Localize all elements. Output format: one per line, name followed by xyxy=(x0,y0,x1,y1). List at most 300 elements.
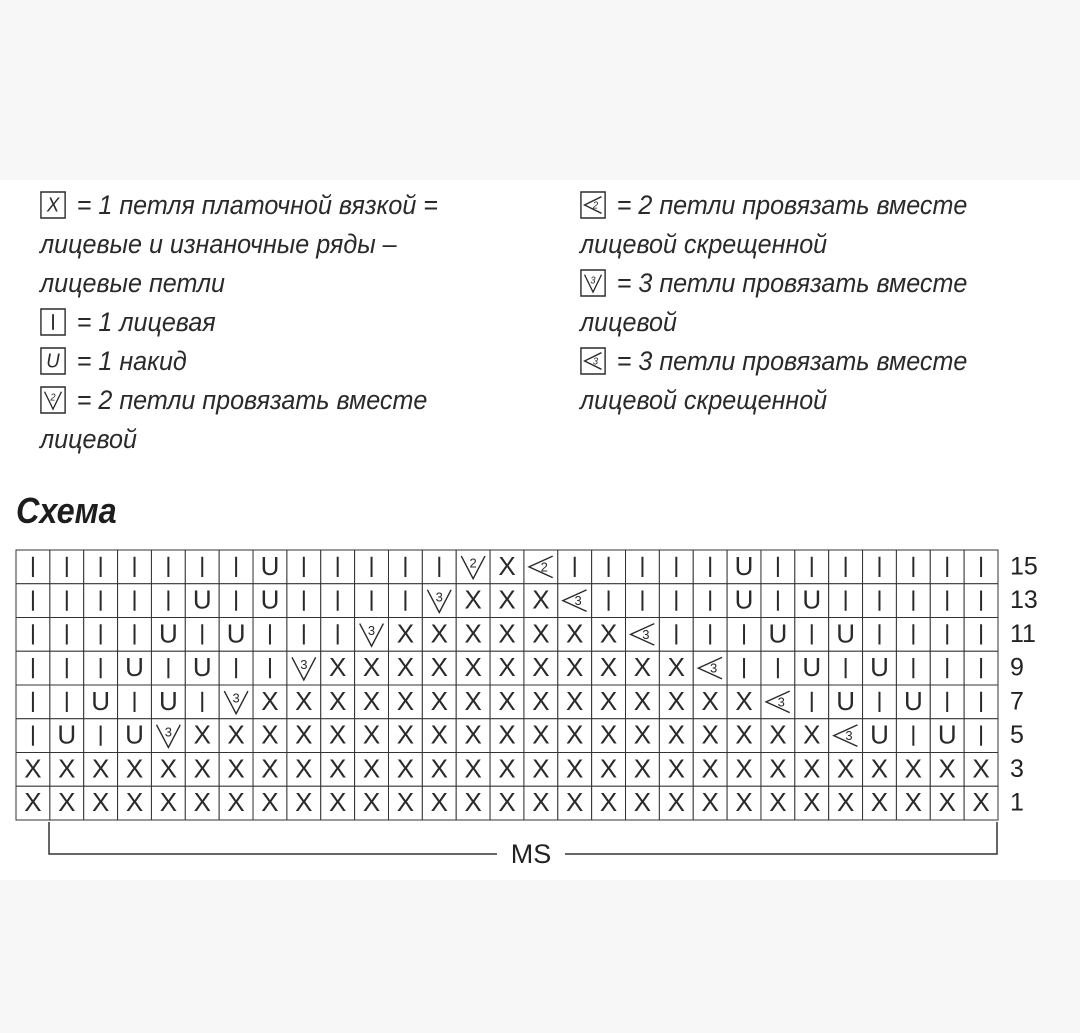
svg-text:U: U xyxy=(802,652,822,682)
svg-text:X: X xyxy=(396,618,415,649)
chart-cell-yarn-over-icon xyxy=(795,584,829,618)
svg-text:X: X xyxy=(261,685,279,716)
svg-text:X: X xyxy=(532,685,550,716)
svg-text:X: X xyxy=(701,685,719,716)
svg-text:X: X xyxy=(735,685,753,716)
svg-text:X: X xyxy=(396,685,415,716)
chart-cell-yarn-over-icon xyxy=(863,719,897,753)
chart-cell-garter-stitch-icon xyxy=(930,753,964,787)
svg-text:X: X xyxy=(125,787,144,817)
chart-cell-knit-stitch-icon xyxy=(863,685,897,719)
chart-cell-knit-stitch-icon xyxy=(151,584,185,618)
row-number: 5 xyxy=(1010,721,1024,750)
chart-cell-garter-stitch-icon xyxy=(761,719,795,753)
svg-text:3: 3 xyxy=(709,660,718,676)
chart-cell-garter-stitch-icon xyxy=(321,753,355,787)
chart-cell-knit-stitch-icon xyxy=(761,550,795,584)
svg-text:X: X xyxy=(498,685,516,716)
chart-cell-garter-stitch-icon xyxy=(592,719,626,753)
svg-text:X: X xyxy=(972,753,990,784)
svg-text:X: X xyxy=(261,719,279,750)
svg-text:3: 3 xyxy=(642,626,650,642)
chart-cell-knit-stitch-icon xyxy=(287,618,321,652)
chart-cell-garter-stitch-icon xyxy=(896,786,930,820)
svg-text:X: X xyxy=(159,753,178,784)
chart-cell-garter-stitch-icon xyxy=(422,685,456,719)
svg-text:X: X xyxy=(193,719,211,750)
chart-cell-knit-stitch-icon xyxy=(185,618,219,652)
svg-text:X: X xyxy=(430,652,448,682)
chart-cell-knit-stitch-icon xyxy=(50,584,84,618)
svg-text:X: X xyxy=(599,618,618,649)
svg-text:X: X xyxy=(870,787,889,817)
svg-text:X: X xyxy=(836,753,855,784)
chart-cell-garter-stitch-icon xyxy=(456,786,490,820)
chart-cell-garter-stitch-icon xyxy=(321,786,355,820)
svg-text:U: U xyxy=(192,584,212,615)
svg-text:X: X xyxy=(633,787,652,817)
chart-cell-garter-stitch-icon xyxy=(388,618,422,652)
chart-cell-k3tog-tbl-icon xyxy=(558,584,592,618)
svg-text:U: U xyxy=(158,618,178,649)
chart-cell-knit-stitch-icon xyxy=(863,584,897,618)
svg-text:U: U xyxy=(226,618,246,649)
legend-text: = 2 петли провязать вместе xyxy=(76,385,428,415)
svg-text:X: X xyxy=(532,753,550,784)
row-number: 3 xyxy=(1010,754,1024,783)
svg-text:X: X xyxy=(599,753,618,784)
svg-text:X: X xyxy=(91,753,110,784)
chart-cell-garter-stitch-icon xyxy=(558,753,592,787)
svg-text:X: X xyxy=(667,753,685,784)
svg-text:3: 3 xyxy=(574,593,582,609)
legend-text: = 3 петли провязать вместе xyxy=(616,346,968,376)
chart-cell-knit-stitch-icon xyxy=(863,618,897,652)
chart-cell-knit-stitch-icon xyxy=(84,550,118,584)
chart-cell-garter-stitch-icon xyxy=(795,753,829,787)
svg-text:X: X xyxy=(329,719,347,750)
svg-text:X: X xyxy=(91,787,110,817)
svg-text:X: X xyxy=(667,787,685,817)
svg-text:3: 3 xyxy=(164,724,172,740)
chart-cell-knit-stitch-icon xyxy=(16,618,50,652)
svg-text:X: X xyxy=(464,652,482,682)
chart-cell-knit-stitch-icon xyxy=(151,651,185,685)
chart-cell-knit-stitch-icon xyxy=(253,618,287,652)
svg-text:X: X xyxy=(261,787,279,817)
svg-text:X: X xyxy=(566,652,584,682)
svg-text:X: X xyxy=(735,787,753,817)
chart-cell-garter-stitch-icon xyxy=(626,651,660,685)
svg-text:X: X xyxy=(566,685,584,716)
svg-text:X: X xyxy=(532,618,550,649)
svg-text:X: X xyxy=(396,787,415,817)
svg-text:X: X xyxy=(498,719,516,750)
chart-cell-garter-stitch-icon xyxy=(490,618,524,652)
svg-text:X: X xyxy=(464,787,482,817)
chart-cell-garter-stitch-icon xyxy=(727,685,761,719)
svg-text:X: X xyxy=(261,753,279,784)
chart-cell-yarn-over-icon xyxy=(84,685,118,719)
svg-text:X: X xyxy=(295,719,313,750)
chart-cell-yarn-over-icon xyxy=(896,685,930,719)
chart-cell-garter-stitch-icon xyxy=(524,618,558,652)
chart-cell-knit-stitch-icon xyxy=(118,685,152,719)
svg-text:X: X xyxy=(498,652,516,682)
chart-cell-knit-stitch-icon xyxy=(16,719,50,753)
chart-cell-knit-stitch-icon xyxy=(964,719,998,753)
chart-cell-yarn-over-icon xyxy=(761,618,795,652)
chart-cell-garter-stitch-icon xyxy=(558,719,592,753)
chart-cell-knit-stitch-icon xyxy=(592,584,626,618)
svg-text:2: 2 xyxy=(540,559,548,575)
chart-cell-garter-stitch-icon xyxy=(863,786,897,820)
chart-cell-garter-stitch-icon xyxy=(422,786,456,820)
chart-cell-yarn-over-icon xyxy=(50,719,84,753)
svg-text:X: X xyxy=(362,753,381,784)
chart-cell-garter-stitch-icon xyxy=(659,786,693,820)
chart-cell-knit-stitch-icon xyxy=(185,685,219,719)
chart-cell-knit-stitch-icon xyxy=(964,651,998,685)
chart-cell-garter-stitch-icon xyxy=(355,786,389,820)
svg-text:U: U xyxy=(91,685,111,716)
svg-text:X: X xyxy=(430,685,448,716)
legend-text: лицевые петли xyxy=(40,268,225,298)
chart-cell-knit-stitch-icon xyxy=(118,550,152,584)
svg-text:X: X xyxy=(667,719,685,750)
chart-cell-yarn-over-icon xyxy=(863,651,897,685)
legend-text: лицевой скрещенной xyxy=(580,385,828,415)
chart-cell-garter-stitch-icon xyxy=(524,651,558,685)
chart-cell-garter-stitch-icon xyxy=(253,786,287,820)
chart-cell-garter-stitch-icon xyxy=(829,786,863,820)
chart-cell-garter-stitch-icon xyxy=(456,651,490,685)
svg-text:X: X xyxy=(464,719,482,750)
svg-text:X: X xyxy=(396,652,415,682)
chart-cell-yarn-over-icon xyxy=(151,618,185,652)
chart-cell-k2tog-tbl-icon xyxy=(524,550,558,584)
chart-cell-knit-stitch-icon xyxy=(930,685,964,719)
chart-cell-garter-stitch-icon xyxy=(761,786,795,820)
chart-cell-knit-stitch-icon xyxy=(321,550,355,584)
chart-cell-garter-stitch-icon xyxy=(558,618,592,652)
chart-cell-garter-stitch-icon xyxy=(185,786,219,820)
chart-cell-k3tog-icon xyxy=(355,618,389,652)
svg-text:U: U xyxy=(46,350,60,373)
svg-text:U: U xyxy=(836,685,856,716)
chart-cell-garter-stitch-icon xyxy=(422,651,456,685)
chart-cell-garter-stitch-icon xyxy=(626,719,660,753)
svg-text:X: X xyxy=(633,652,652,682)
chart-cell-knit-stitch-icon xyxy=(50,685,84,719)
chart-cell-garter-stitch-icon xyxy=(558,685,592,719)
svg-text:X: X xyxy=(633,719,652,750)
chart-cell-garter-stitch-icon xyxy=(964,786,998,820)
chart-cell-k2tog-icon xyxy=(456,550,490,584)
svg-text:2: 2 xyxy=(592,200,599,212)
svg-text:U: U xyxy=(836,618,856,649)
chart-cell-yarn-over-icon xyxy=(185,651,219,685)
chart-cell-garter-stitch-icon xyxy=(287,786,321,820)
chart-cell-garter-stitch-icon xyxy=(219,786,253,820)
svg-text:X: X xyxy=(396,719,415,750)
chart-cell-garter-stitch-icon xyxy=(287,753,321,787)
svg-text:X: X xyxy=(430,787,448,817)
chart-cell-garter-stitch-icon xyxy=(592,753,626,787)
svg-text:U: U xyxy=(870,652,889,682)
chart-cell-garter-stitch-icon xyxy=(930,786,964,820)
chart-cell-knit-stitch-icon xyxy=(659,584,693,618)
chart-cell-knit-stitch-icon xyxy=(16,550,50,584)
chart-cell-garter-stitch-icon xyxy=(964,753,998,787)
chart-cell-garter-stitch-icon xyxy=(253,753,287,787)
chart-cell-garter-stitch-icon xyxy=(84,786,118,820)
svg-text:X: X xyxy=(396,753,415,784)
chart-cell-garter-stitch-icon xyxy=(287,685,321,719)
chart-cell-garter-stitch-icon xyxy=(219,719,253,753)
svg-text:X: X xyxy=(938,753,956,784)
scheme-title: Схема xyxy=(16,490,117,531)
svg-text:U: U xyxy=(734,550,754,581)
chart-cell-knit-stitch-icon xyxy=(896,584,930,618)
svg-text:X: X xyxy=(24,787,42,817)
chart-cell-knit-stitch-icon xyxy=(829,584,863,618)
svg-text:3: 3 xyxy=(845,728,853,744)
svg-text:X: X xyxy=(464,685,482,716)
chart-cell-knit-stitch-icon xyxy=(829,651,863,685)
chart-cell-knit-stitch-icon xyxy=(964,618,998,652)
svg-text:X: X xyxy=(464,584,482,615)
chart-cell-garter-stitch-icon xyxy=(693,786,727,820)
chart-cell-garter-stitch-icon xyxy=(693,685,727,719)
svg-text:X: X xyxy=(566,753,584,784)
svg-text:U: U xyxy=(57,719,77,750)
chart-cell-garter-stitch-icon xyxy=(490,719,524,753)
svg-text:X: X xyxy=(193,787,211,817)
chart-cell-garter-stitch-icon xyxy=(626,786,660,820)
svg-text:X: X xyxy=(599,652,618,682)
chart-cell-garter-stitch-icon xyxy=(524,719,558,753)
chart-cell-garter-stitch-icon xyxy=(84,753,118,787)
chart-cell-garter-stitch-icon xyxy=(185,753,219,787)
chart-cell-knit-stitch-icon xyxy=(592,550,626,584)
chart-cell-garter-stitch-icon xyxy=(151,786,185,820)
chart-cell-garter-stitch-icon xyxy=(490,651,524,685)
chart-cell-garter-stitch-icon xyxy=(896,753,930,787)
chart-cell-garter-stitch-icon xyxy=(388,685,422,719)
chart-cell-garter-stitch-icon xyxy=(456,685,490,719)
chart-cell-garter-stitch-icon xyxy=(524,786,558,820)
chart-cell-knit-stitch-icon xyxy=(388,584,422,618)
chart-cell-garter-stitch-icon xyxy=(118,753,152,787)
chart-cell-garter-stitch-icon xyxy=(659,685,693,719)
chart-cell-garter-stitch-icon xyxy=(761,753,795,787)
svg-text:X: X xyxy=(329,787,347,817)
svg-text:X: X xyxy=(464,618,482,649)
legend-text: лицевые и изнаночные ряды – xyxy=(40,229,397,259)
svg-text:X: X xyxy=(803,753,821,784)
chart-cell-knit-stitch-icon xyxy=(659,550,693,584)
chart-cell-garter-stitch-icon xyxy=(50,786,84,820)
chart-cell-garter-stitch-icon xyxy=(795,786,829,820)
chart-cell-garter-stitch-icon xyxy=(626,753,660,787)
chart-cell-knit-stitch-icon xyxy=(896,618,930,652)
svg-text:3: 3 xyxy=(232,690,240,706)
chart-cell-knit-stitch-icon xyxy=(761,584,795,618)
repeat-label: MS xyxy=(510,839,552,870)
svg-text:X: X xyxy=(599,719,618,750)
svg-text:U: U xyxy=(125,719,144,750)
svg-text:X: X xyxy=(430,618,448,649)
chart-cell-garter-stitch-icon xyxy=(456,753,490,787)
svg-text:X: X xyxy=(870,753,889,784)
svg-text:X: X xyxy=(159,787,178,817)
svg-text:X: X xyxy=(836,787,855,817)
svg-text:X: X xyxy=(362,685,381,716)
chart-cell-yarn-over-icon xyxy=(118,651,152,685)
chart-cell-garter-stitch-icon xyxy=(829,753,863,787)
chart-cell-knit-stitch-icon xyxy=(930,618,964,652)
chart-cell-garter-stitch-icon xyxy=(355,719,389,753)
chart-cell-k3tog-tbl-icon xyxy=(829,719,863,753)
chart-cell-knit-stitch-icon xyxy=(930,550,964,584)
svg-text:U: U xyxy=(903,685,923,716)
svg-text:X: X xyxy=(295,685,313,716)
chart-cell-garter-stitch-icon xyxy=(388,786,422,820)
chart-cell-knit-stitch-icon xyxy=(118,584,152,618)
svg-text:X: X xyxy=(295,787,313,817)
chart-cell-knit-stitch-icon xyxy=(626,584,660,618)
chart-cell-garter-stitch-icon xyxy=(659,651,693,685)
row-number: 13 xyxy=(1010,586,1038,615)
chart-cell-knit-stitch-icon xyxy=(795,618,829,652)
chart-cell-knit-stitch-icon xyxy=(151,550,185,584)
chart-cell-garter-stitch-icon xyxy=(659,753,693,787)
chart-cell-yarn-over-icon xyxy=(118,719,152,753)
chart-cell-k3tog-icon xyxy=(219,685,253,719)
chart-cell-garter-stitch-icon xyxy=(422,618,456,652)
svg-text:X: X xyxy=(938,787,956,817)
chart-cell-knit-stitch-icon xyxy=(388,550,422,584)
svg-text:X: X xyxy=(329,685,347,716)
svg-text:X: X xyxy=(735,753,753,784)
chart-cell-k3tog-tbl-icon xyxy=(693,651,727,685)
svg-text:X: X xyxy=(701,787,719,817)
svg-text:U: U xyxy=(768,618,788,649)
chart-cell-garter-stitch-icon xyxy=(456,719,490,753)
chart-cell-garter-stitch-icon xyxy=(118,786,152,820)
chart-cell-knit-stitch-icon xyxy=(321,584,355,618)
chart-cell-knit-stitch-icon xyxy=(727,651,761,685)
svg-text:X: X xyxy=(498,584,516,615)
chart-cell-garter-stitch-icon xyxy=(727,719,761,753)
svg-text:X: X xyxy=(295,753,313,784)
svg-text:3: 3 xyxy=(592,356,599,368)
svg-text:X: X xyxy=(362,652,381,682)
svg-text:3: 3 xyxy=(367,623,376,639)
row-number: 7 xyxy=(1010,687,1024,716)
chart-cell-garter-stitch-icon xyxy=(355,685,389,719)
chart-cell-garter-stitch-icon xyxy=(490,753,524,787)
svg-text:X: X xyxy=(769,753,787,784)
svg-text:X: X xyxy=(599,787,618,817)
chart-cell-k3tog-tbl-icon xyxy=(761,685,795,719)
svg-text:X: X xyxy=(193,753,211,784)
chart-cell-knit-stitch-icon xyxy=(795,685,829,719)
chart-cell-knit-stitch-icon xyxy=(964,584,998,618)
chart-cell-knit-stitch-icon xyxy=(659,618,693,652)
svg-text:U: U xyxy=(870,719,889,750)
svg-text:X: X xyxy=(362,719,381,750)
svg-text:X: X xyxy=(566,719,584,750)
chart-cell-knit-stitch-icon xyxy=(422,550,456,584)
svg-text:X: X xyxy=(972,787,990,817)
svg-text:U: U xyxy=(802,584,822,615)
chart-cell-garter-stitch-icon xyxy=(388,719,422,753)
chart-cell-yarn-over-icon xyxy=(253,550,287,584)
chart-cell-garter-stitch-icon xyxy=(795,719,829,753)
chart-cell-knit-stitch-icon xyxy=(863,550,897,584)
chart-cell-knit-stitch-icon xyxy=(321,618,355,652)
chart-cell-knit-stitch-icon xyxy=(693,618,727,652)
svg-text:X: X xyxy=(769,787,787,817)
chart-cell-yarn-over-icon xyxy=(930,719,964,753)
chart-cell-knit-stitch-icon xyxy=(896,719,930,753)
chart-cell-knit-stitch-icon xyxy=(84,618,118,652)
svg-text:X: X xyxy=(735,719,753,750)
chart-cell-garter-stitch-icon xyxy=(388,651,422,685)
legend-text: = 2 петли провязать вместе xyxy=(616,190,968,220)
svg-text:X: X xyxy=(430,753,448,784)
chart-cell-garter-stitch-icon xyxy=(388,753,422,787)
chart-cell-knit-stitch-icon xyxy=(930,584,964,618)
svg-text:3: 3 xyxy=(590,275,596,287)
svg-text:2: 2 xyxy=(50,392,56,404)
svg-text:X: X xyxy=(498,618,516,649)
svg-text:X: X xyxy=(430,719,448,750)
svg-text:X: X xyxy=(532,652,550,682)
chart-cell-yarn-over-icon xyxy=(151,685,185,719)
svg-text:X: X xyxy=(803,787,821,817)
legend-text: = 1 петля платочной вязкой = xyxy=(76,190,438,220)
svg-text:X: X xyxy=(904,787,923,817)
chart-cell-garter-stitch-icon xyxy=(422,719,456,753)
svg-text:X: X xyxy=(498,753,516,784)
svg-text:X: X xyxy=(227,787,245,817)
chart-cell-knit-stitch-icon xyxy=(355,550,389,584)
svg-text:U: U xyxy=(260,584,280,615)
chart-cell-garter-stitch-icon xyxy=(592,685,626,719)
chart-cell-knit-stitch-icon xyxy=(16,685,50,719)
svg-text:X: X xyxy=(599,685,618,716)
svg-text:X: X xyxy=(803,719,821,750)
chart-cell-garter-stitch-icon xyxy=(287,719,321,753)
chart-cell-knit-stitch-icon xyxy=(84,719,118,753)
chart-cell-knit-stitch-icon xyxy=(693,584,727,618)
row-number: 1 xyxy=(1010,788,1024,817)
svg-text:X: X xyxy=(667,652,685,682)
svg-text:X: X xyxy=(701,719,719,750)
chart-cell-knit-stitch-icon xyxy=(185,550,219,584)
chart-cell-garter-stitch-icon xyxy=(490,685,524,719)
chart-cell-knit-stitch-icon xyxy=(558,550,592,584)
chart-cell-knit-stitch-icon xyxy=(930,651,964,685)
chart-cell-knit-stitch-icon xyxy=(727,618,761,652)
chart-cell-knit-stitch-icon xyxy=(84,584,118,618)
svg-text:X: X xyxy=(701,753,719,784)
row-number: 11 xyxy=(1010,619,1036,648)
chart-cell-garter-stitch-icon xyxy=(422,753,456,787)
